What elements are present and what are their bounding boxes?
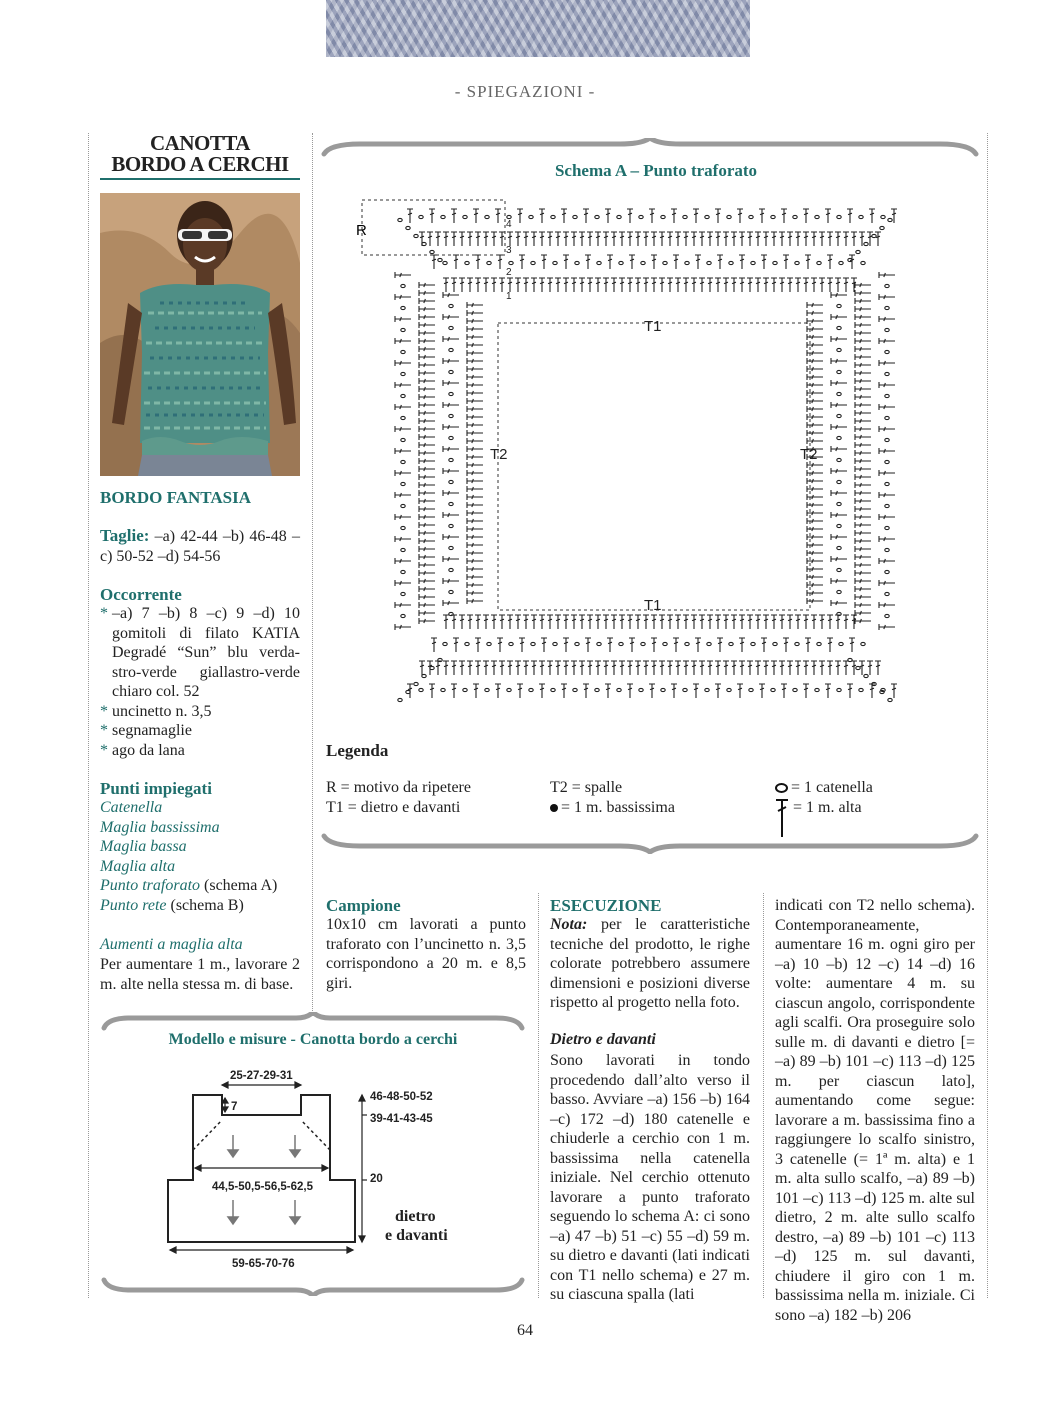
punto-item: Maglia bassa [100, 838, 187, 855]
header-texture-image [326, 0, 750, 57]
row-number: 3 [506, 245, 512, 256]
punto-traforato-item [100, 876, 300, 896]
page-number: 64 [517, 1322, 533, 1339]
left-margin-line [88, 133, 89, 1298]
project-title-line1: CANOTTA [150, 131, 250, 155]
modello-top-bracket [100, 1012, 526, 1032]
direction-arrows [228, 1135, 300, 1224]
stitch-symbols [395, 209, 897, 702]
schema-top-bracket [320, 138, 980, 160]
legenda-malta: = 1 m. alta [793, 799, 862, 816]
model-photo-illustration [100, 193, 300, 476]
label-t2-right: T2 [800, 446, 818, 463]
modello-title: Modello e misure - Canotta bordo a cerchi [168, 1031, 458, 1048]
aumenti-text: Per aumentare 1 m., lavorare 2 m. alte nella stessa m. di base. [100, 956, 300, 993]
occorrente-list [100, 604, 300, 760]
measure-right-1: 46-48-50-52 [370, 1091, 433, 1103]
legenda-mbassissima-row [550, 799, 675, 817]
piece-label-1: dietro [395, 1208, 436, 1225]
legenda-catenella-row [775, 779, 873, 797]
occorrente-item: * uncinetto n. 3,5 [100, 702, 300, 722]
occorrente-label: Occorrente [100, 585, 182, 604]
measure-bottom: 59-65-70-76 [232, 1258, 295, 1270]
punto-traforato-ref: (schema A) [200, 877, 278, 894]
punto-rete-item [100, 896, 300, 916]
column-divider-1 [312, 133, 313, 1013]
punto-item: Catenella [100, 799, 163, 816]
label-t1-bottom: T1 [644, 597, 662, 614]
aumenti-label: Aumenti a maglia alta [100, 936, 243, 953]
punto-item: Maglia bassissima [100, 818, 220, 836]
schema-a-title: Schema A – Punto traforato [554, 161, 758, 180]
project-title-line2: BORDO A CERCHI [111, 152, 289, 176]
center-box [498, 323, 810, 610]
punto-traforato-name: Punto traforato [100, 877, 201, 894]
project-title [100, 133, 300, 175]
measure-20: 20 [370, 1173, 383, 1185]
dot-icon [550, 804, 558, 812]
label-t1-top: T1 [644, 318, 662, 335]
punto-item: Maglia alta [100, 857, 176, 875]
schema-bottom-bracket [320, 832, 980, 854]
label-t2-left: T2 [490, 446, 508, 463]
legenda-malta-row [775, 799, 862, 817]
taglie-text: –a) 42-44 –b) 46-48 –c) 50-52 –d) 54-56 [100, 528, 300, 565]
legenda-r: R = motivo da ripetere [326, 779, 471, 796]
occorrente-item: * segnamaglie [100, 721, 300, 741]
dietro-title: Dietro e davanti [550, 1031, 656, 1048]
subtitle-bordo-fantasia: BORDO FANTASIA [100, 488, 251, 507]
campione-title: Campione [326, 896, 401, 915]
dietro-text: Sono lavorati in tondo procedendo dall’alto verso il basso. Avviare –a) 156 –b) 164 –c) 172 –d) 180 catenelle e chiuderle a cerchio con 1 m. bassissima nella catenella iniziale. Nel cerchio ottenuto lavorare a punto traforato seguendo lo schema A: ci sono –a) 47 –b) 51 –c) 55 –d) 59 m. su dietro e davanti (lati indicati con T1 nello schema) e 27 m. su ciascuna spalla (lati [550, 1052, 750, 1303]
title-underline [100, 178, 300, 180]
esecuzione-title: ESECUZIONE [550, 896, 662, 915]
model-photo [100, 193, 300, 476]
punti-list [100, 798, 300, 915]
row-number: 1 [506, 291, 512, 302]
taglie-block [100, 526, 300, 566]
measure-right-2: 39-41-43-45 [370, 1113, 433, 1125]
modello-diagram [140, 1060, 480, 1280]
legenda-mbassissima: = 1 m. bassissima [561, 799, 675, 816]
occorrente-item: * –a) 7 –b) 8 –c) 9 –d) 10 gomitoli di filato KATIA Degradé “Sun” blu verda-stro-verde giallastro-verde chiaro col. 52 [100, 604, 300, 702]
legenda-t2: T2 = spalle [550, 779, 623, 796]
column-divider-3 [763, 893, 764, 1298]
punto-rete-name: Punto rete [100, 896, 167, 914]
nota-block [550, 915, 750, 1013]
measure-7: 7 [231, 1101, 238, 1113]
armhole-dashes [193, 1120, 330, 1150]
nota-label: Nota: [550, 916, 588, 933]
schema-a-diagram [350, 195, 940, 725]
punto-rete-ref: (schema B) [166, 896, 244, 914]
column-divider-2 [538, 893, 539, 1298]
nota-text: per le caratteristiche tecniche del prodotto, le righe colorate potrebbero assumere dimensioni e posizioni diverse rispetto al progetto nella foto. [550, 916, 750, 1011]
col4-text: indicati con T2 nello schema). Contemporaneamente, aumentare 16 m. ogni giro per –a) 10 –b) 12 –c) 14 –d) 16 volte: aumentare 4 m. su ciascun angolo, corrispondente agli scalfi. Ora proseguire solo sulle m. di davanti e dietro [= –a) 89 –b) 101 –c) 113 –d) 125 m. per ciascun lato], aumentando come segue: lavorare a m. bassissima fino a raggiungere lo scalfo sinistro, 3 catenelle (= 1ª m. alta) e 1 m. alta sullo scalfo, –a) 89 –b) 101 –c) 113 –d) 125 m. alte sul dietro, 2 m. alte sullo scalfo destro, –a) 89 –b) 101 –c) 113 –d) 125 m. sul davanti, chiudere il giro con 1 m. bassissima nella m. iniziale. Ci sono –a) 182 –b) 206 [775, 897, 975, 1324]
legenda-t1: T1 = dietro e davanti [326, 799, 461, 816]
measure-top: 25-27-29-31 [230, 1070, 293, 1082]
punti-label: Punti impiegati [100, 779, 212, 798]
taglie-label: Taglie: [100, 526, 150, 545]
measure-mid: 44,5-50,5-56,5-62,5 [212, 1181, 314, 1193]
campione-text: 10x10 cm lavorati a punto traforato con l’uncinetto n. 3,5 corrispondono a 20 m. e 8,5 giri. [326, 916, 526, 992]
occorrente-item: * ago da lana [100, 741, 300, 761]
dimension-lines [170, 1082, 367, 1253]
row-number: 2 [506, 267, 512, 278]
section-title: - SPIEGAZIONI - [454, 82, 596, 101]
row-number: 4 [506, 219, 512, 230]
legenda-catenella: = 1 catenella [791, 779, 873, 796]
right-margin-line [987, 133, 988, 1298]
repeat-box [362, 200, 505, 255]
legenda-title: Legenda [326, 741, 389, 760]
label-r: R [356, 222, 367, 239]
chain-circle-icon [775, 783, 788, 793]
modello-bottom-bracket [100, 1276, 526, 1296]
piece-label-2: e davanti [385, 1227, 448, 1244]
